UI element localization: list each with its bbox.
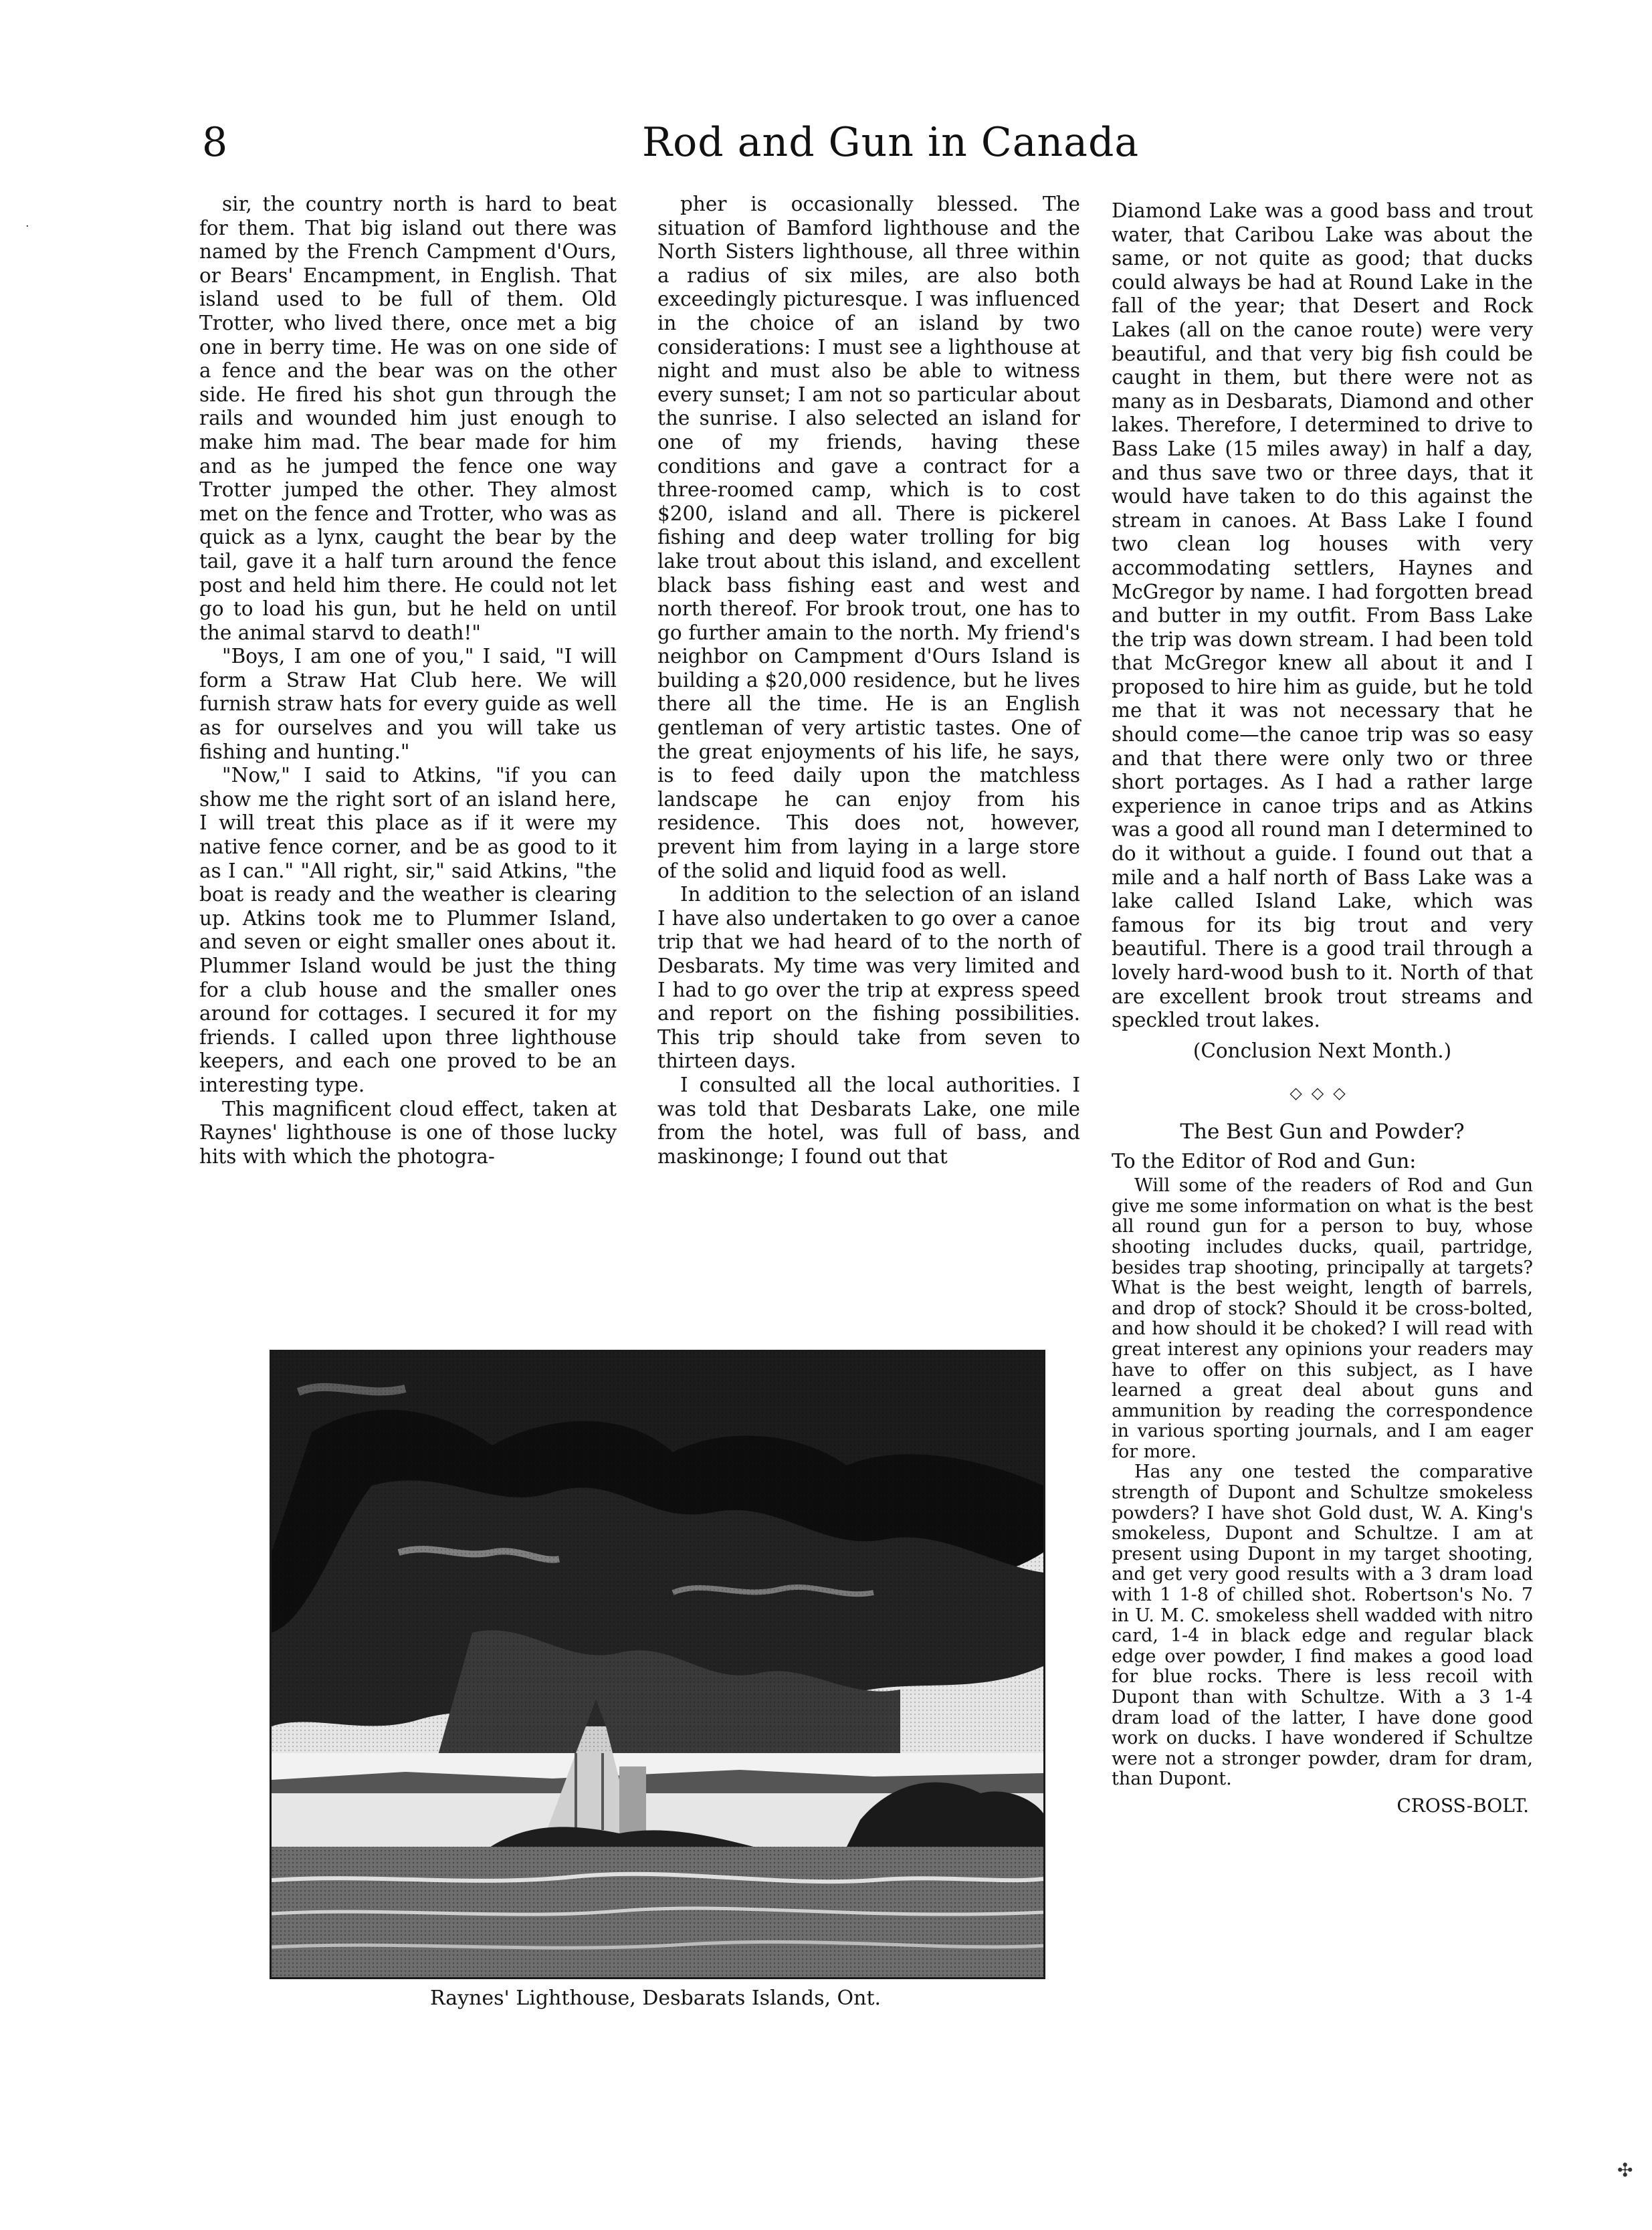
letter-title: The Best Gun and Powder? [1180,1119,1465,1144]
conclusion-note: (Conclusion Next Month.) [1193,1039,1452,1062]
paragraph: In addition to the selection of an island I have also undertaken to go over a canoe trip that we had heard of to the north of Desbarats. My time was very limited and I had to go over the trip at express speed and report on the fishing possibilities. This trip should take from seven to thirteen days. [657,883,1080,1073]
paragraph: Diamond Lake was a good bass and trout water, that Caribou Lake was about the same, or not quite as good; that ducks could always be had at Round Lake in the fall of the year; that Desert and Rock Lakes (all on the canoe route) were very beautiful, and that very big fish could be caught in them, but there were not as many as in Desbarats, Diamond and other lakes. Therefore, I determined to drive to Bass Lake (15 miles away) in half a day, and thus save two or three days, that it would have taken to do this against the stream in canoes. At Bass Lake I found two clean log houses with very accommodating settlers, Haynes and McGregor by name. I had forgotten bread and butter in my outfit. From Bass Lake the trip was down stream. I had been told that McGregor knew all about it and I proposed to hire him as guide, but he told me that it was not necessary that he should come—the canoe trip was so easy and that there were only two or three short portages. As I had a rather large experience in canoe trips and as Atkins was a good all round man I determined to do it without a guide. I found out that a mile and a half north of Bass Lake was a lake called Island Lake, which was famous for its big trout and very beautiful. There is a good trail through a lovely hard-wood bush to it. North of that are excellent brook trout streams and speckled trout lakes. [1112,199,1533,1032]
paragraph: I consulted all the local authorities. I was told that Desbarats Lake, one mile from the hotel, was full of bass, and maskinonge; I found out that [657,1073,1080,1168]
paragraph: sir, the country north is hard to beat for them. That big island out there was named by the French Campment d'Ours, or Bears' Encampment, in English. That island used to be full of them. Old Trotter, who lived there, once met a big one in berry time. He was on one side of a fence and the bear was on the other side. He fired his shot gun through the rails and wounded him just enough to make him mad. The bear made for him and as he jumped the fence one way Trotter jumped the other. They almost met on the fence and Trotter, who was as quick as a lynx, caught the bear by the tail, gave it a half turn around the fence post and held him there. He could not let go to load his gun, but he held on until the animal starvd to death!" [199,193,617,644]
scan-speck-icon: · [25,219,29,233]
section-divider: ◇◇◇ [1289,1084,1355,1103]
scan-mark-icon: ✣ [1617,2159,1633,2181]
paragraph: Will some of the readers of Rod and Gun give me some information on what is the best all round gun for a person to buy, whose shooting includes ducks, quail, partridge, besides trap shooting, principally at targets? What is the best weight, length of barrels, and drop of stock? Should it be cross-bolted, and how should it be choked? I will read with great interest any opinions your readers may have to offer on this subject, as I have learned a great deal about guns and ammunition by reading the correspondence in various sporting journals, and I am eager for more. [1112,1175,1533,1462]
letter-salutation: To the Editor of Rod and Gun: [1112,1149,1417,1173]
lighthouse-photo [270,1350,1045,1979]
letter-signature: CROSS-BOLT. [1397,1794,1529,1817]
article-column-2 [657,193,1080,1169]
paragraph: "Now," I said to Atkins, "if you can show me the right sort of an island here, I will treat this place as if it were my native fence corner, and be as good to it as I can." "All right, sir," said Atkins, "the boat is ready and the weather is clearing up. Atkins took me to Plummer Island, and seven or eight smaller ones about it. Plummer Island would be just the thing for a club house and the smaller ones around for cottages. I secured it for my friends. I called upon three lighthouse keepers, and each one proved to be an interesting type. [199,764,617,1096]
lighthouse-photo-image [272,1352,1043,1977]
paragraph: Has any one tested the comparative strength of Dupont and Schultze smokeless powders? I have shot Gold dust, W. A. King's smokeless, Dupont and Schultze. I am at present using Dupont in my target shooting, and get very good results with a 3 dram load with 1 1-8 of chilled shot. Robertson's No. 7 in U. M. C. smokeless shell wadded with nitro card, 1-4 in black edge and regular black edge over powder, I find makes a good load for blue rocks. There is less recoil with Dupont than with Schultze. With a 3 1-4 dram load of the latter, I have done good work on ducks. I have wondered if Schultze were not a stronger powder, dram for dram, than Dupont. [1112,1461,1533,1790]
article-column-1 [199,193,617,1169]
article-column-3 [1112,199,1533,1818]
paragraph: pher is occasionally blessed. The situation of Bamford lighthouse and the North Sisters lighthouse, all three within a radius of six miles, are also both exceedingly picturesque. I was influenced in the choice of an island by two considerations: I must see a lighthouse at night and must also be able to witness every sunset; I am not so particular about the sunrise. I also selected an island for one of my friends, having these conditions and gave a contract for a three-roomed camp, which is to cost $200, island and all. There is pickerel fishing and deep water trolling for big lake trout about this island, and excellent black bass fishing east and west and north thereof. For brook trout, one has to go further amain to the north. My friend's neighbor on Campment d'Ours Island is building a $20,000 residence, but he lives there all the time. He is an English gentleman of very artistic tastes. One of the great enjoyments of his life, he says, is to feed daily upon the matchless landscape he can enjoy from his residence. This does not, however, prevent him from laying in a large store of the solid and liquid food as well. [657,193,1080,882]
page-number: 8 [202,119,228,166]
letter-body [1112,1176,1533,1790]
magazine-title: Rod and Gun in Canada [642,119,1140,166]
paragraph: "Boys, I am one of you," I said, "I will form a Straw Hat Club here. We will furnish straw hats for every guide as well as for ourselves and you will take us fishing and hunting." [199,645,617,763]
paragraph: This magnificent cloud effect, taken at Raynes' lighthouse is one of those lucky hits with which the photogra- [199,1097,617,1168]
photo-caption: Raynes' Lighthouse, Desbarats Islands, Ont. [429,1987,882,2010]
